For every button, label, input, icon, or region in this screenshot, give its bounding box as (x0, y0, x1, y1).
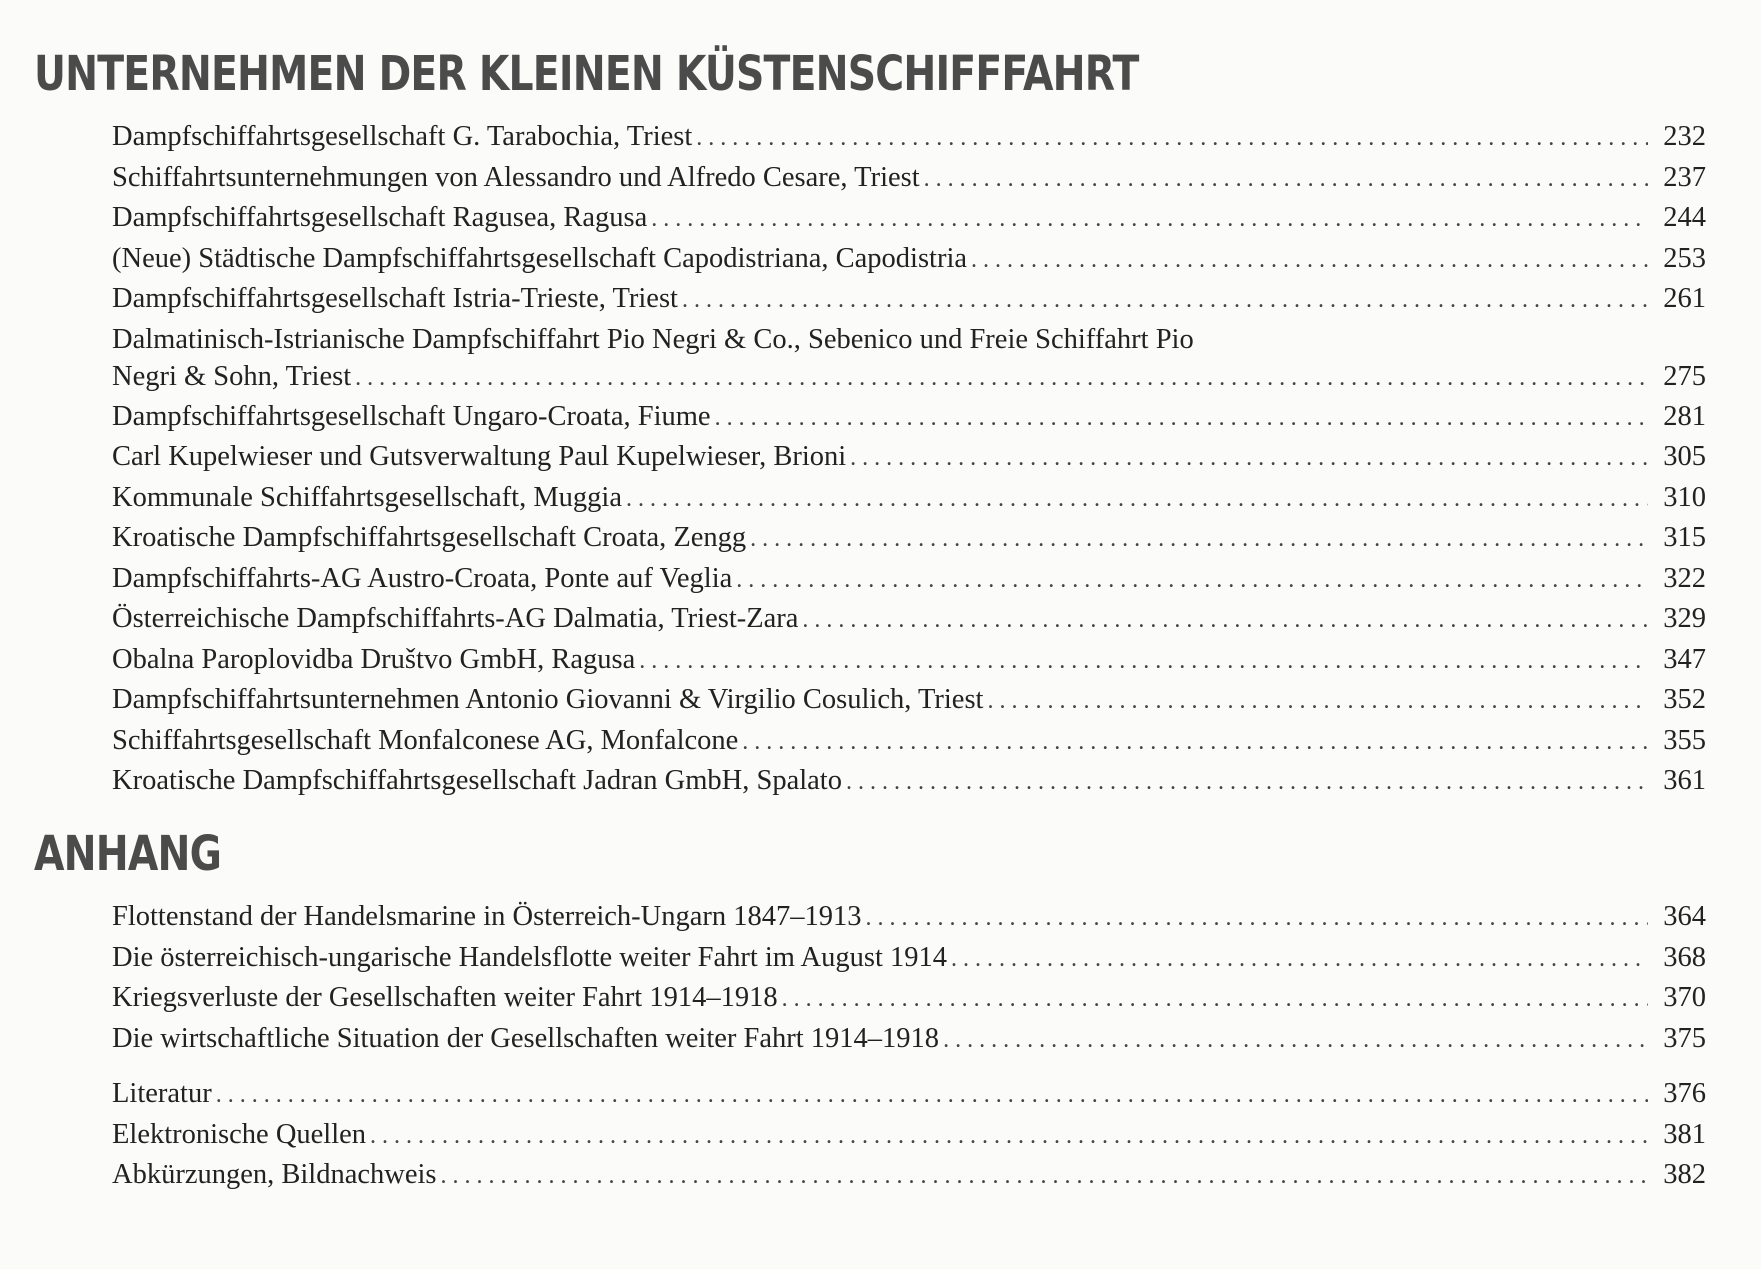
dot-leader (626, 486, 1648, 513)
toc-entry-page: 261 (1663, 283, 1706, 314)
toc-entry-page: 370 (1663, 982, 1706, 1013)
dot-leader (736, 567, 1648, 594)
dot-leader (682, 287, 1648, 314)
dot-leader (651, 206, 1648, 233)
dot-leader (216, 1082, 1648, 1109)
toc-list-appendix-extra (112, 1078, 1706, 1200)
toc-entry[interactable] (112, 725, 1706, 766)
toc-entry-page: 305 (1663, 441, 1706, 472)
toc-entry[interactable] (112, 1119, 1706, 1160)
toc-entry-title: Abkürzungen, Bildnachweis (112, 1159, 437, 1190)
toc-entry[interactable] (112, 942, 1706, 983)
toc-entry-title: Die österreichisch-ungarische Handelsflotte weiter Fahrt im August 1914 (112, 941, 947, 973)
toc-entry-page: 253 (1663, 242, 1706, 274)
toc-entry-page: 381 (1663, 1118, 1706, 1150)
dot-leader (742, 729, 1648, 756)
toc-entry[interactable] (112, 243, 1706, 284)
toc-entry-title: Schiffahrtsgesellschaft Monfalconese AG, Monfalcone (112, 724, 739, 756)
toc-entry-page: 281 (1663, 400, 1706, 432)
toc-entry[interactable] (112, 324, 1706, 401)
dot-leader (441, 1163, 1648, 1190)
toc-entry-title: Die wirtschaftliche Situation der Gesellschaften weiter Fahrt 1914–1918 (112, 1022, 940, 1054)
toc-entry[interactable] (112, 901, 1706, 942)
dot-leader (750, 526, 1648, 553)
dot-leader (639, 648, 1648, 675)
toc-entry[interactable] (112, 401, 1706, 442)
dot-leader (370, 1123, 1648, 1150)
toc-entry[interactable] (112, 1078, 1706, 1119)
toc-entry-page: 375 (1663, 1022, 1706, 1054)
toc-entry-title: Dampfschiffahrtsgesellschaft Ragusea, Ragusa (112, 202, 648, 233)
toc-entry-page: 310 (1663, 481, 1706, 513)
dot-leader (850, 445, 1648, 472)
toc-entry[interactable] (112, 482, 1706, 523)
toc-entry-page: 329 (1663, 603, 1706, 634)
toc-entry-title: Dampfschiffahrtsgesellschaft Ungaro-Croata, Fiume (112, 400, 711, 432)
toc-entry-page: 347 (1663, 643, 1706, 675)
toc-entry[interactable] (112, 162, 1706, 203)
toc-entry-title: Kroatische Dampfschiffahrtsgesellschaft Jadran GmbH, Spalato (112, 765, 842, 796)
toc-entry[interactable] (112, 522, 1706, 563)
toc-entry-title: Literatur (112, 1078, 212, 1109)
toc-entry-page: 315 (1663, 522, 1706, 553)
toc-entry-page: 382 (1663, 1159, 1706, 1190)
dot-leader (782, 986, 1648, 1013)
toc-entry-title: Carl Kupelwieser und Gutsverwaltung Paul Kupelwieser, Brioni (112, 441, 847, 472)
toc-entry-page: 355 (1663, 724, 1706, 756)
toc-entry-title-line2: Negri & Sohn, Triest (112, 360, 352, 392)
toc-entry[interactable] (112, 684, 1706, 725)
toc-entry-page: 275 (1663, 360, 1706, 392)
dot-leader (951, 946, 1648, 973)
section-heading-anhang: ANHANG (34, 826, 222, 882)
toc-entry-title: Dampfschiffahrts-AG Austro-Croata, Ponte auf Veglia (112, 562, 733, 594)
toc-list-anhang (112, 901, 1706, 1063)
dot-leader (924, 166, 1648, 193)
toc-entry-title: Kriegsverluste der Gesellschaften weiter Fahrt 1914–1918 (112, 982, 778, 1013)
toc-entry[interactable] (112, 765, 1706, 806)
toc-entry-title: (Neue) Städtische Dampfschiffahrtsgesellschaft Capodistriana, Capodistria (112, 242, 968, 274)
dot-leader (355, 365, 1648, 392)
toc-entry-page: 322 (1663, 562, 1706, 594)
toc-entry-page: 364 (1663, 901, 1706, 932)
toc-entry-title: Dampfschiffahrtsunternehmen Antonio Giovanni & Virgilio Cosulich, Triest (112, 684, 984, 715)
dot-leader (971, 247, 1648, 274)
dot-leader (943, 1027, 1648, 1054)
toc-entry-page: 237 (1663, 161, 1706, 193)
dot-leader (696, 125, 1648, 152)
toc-entry-title: Kroatische Dampfschiffahrtsgesellschaft Croata, Zengg (112, 522, 747, 553)
toc-entry[interactable] (112, 1159, 1706, 1200)
toc-entry-title: Kommunale Schiffahrtsgesellschaft, Muggia (112, 481, 622, 513)
toc-entry-page: 244 (1663, 202, 1706, 233)
toc-entry-title: Dampfschiffahrtsgesellschaft G. Tarabochia, Triest (112, 121, 693, 152)
dot-leader (715, 405, 1648, 432)
dot-leader (846, 769, 1648, 796)
dot-leader (802, 607, 1648, 634)
toc-entry-title: Schiffahrtsunternehmungen von Alessandro und Alfredo Cesare, Triest (112, 161, 920, 193)
toc-entry[interactable] (112, 563, 1706, 604)
toc-entry-page: 361 (1663, 765, 1706, 796)
toc-entry[interactable] (112, 1023, 1706, 1064)
toc-entry-page: 376 (1663, 1078, 1706, 1109)
toc-entry[interactable] (112, 441, 1706, 482)
toc-entry-page: 368 (1663, 941, 1706, 973)
toc-entry-title-line1: Dalmatinisch-Istrianische Dampfschiffahrt Pio Negri & Co., Sebenico und Freie Schiffahrt Pio (112, 323, 1194, 355)
dot-leader (866, 905, 1648, 932)
toc-list-kuestenschifffahrt (112, 121, 1706, 806)
dot-leader (987, 688, 1648, 715)
toc-entry[interactable] (112, 603, 1706, 644)
toc-entry[interactable] (112, 982, 1706, 1023)
toc-entry-title: Österreichische Dampfschiffahrts-AG Dalmatia, Triest-Zara (112, 603, 799, 634)
toc-entry-title: Obalna Paroplovidba Društvo GmbH, Ragusa (112, 643, 636, 675)
toc-entry-title: Dampfschiffahrtsgesellschaft Istria-Trieste, Triest (112, 283, 678, 314)
toc-entry[interactable] (112, 121, 1706, 162)
section-heading-kuestenschifffahrt: UNTERNEHMEN DER KLEINEN KÜSTENSCHIFFFAHRT (34, 46, 1139, 102)
toc-entry-page: 352 (1663, 684, 1706, 715)
toc-entry[interactable] (112, 202, 1706, 243)
toc-entry[interactable] (112, 283, 1706, 324)
toc-entry[interactable] (112, 644, 1706, 685)
toc-entry-page: 232 (1663, 121, 1706, 152)
toc-entry-title: Flottenstand der Handelsmarine in Österreich-Ungarn 1847–1913 (112, 901, 862, 932)
toc-entry-title: Elektronische Quellen (112, 1118, 367, 1150)
